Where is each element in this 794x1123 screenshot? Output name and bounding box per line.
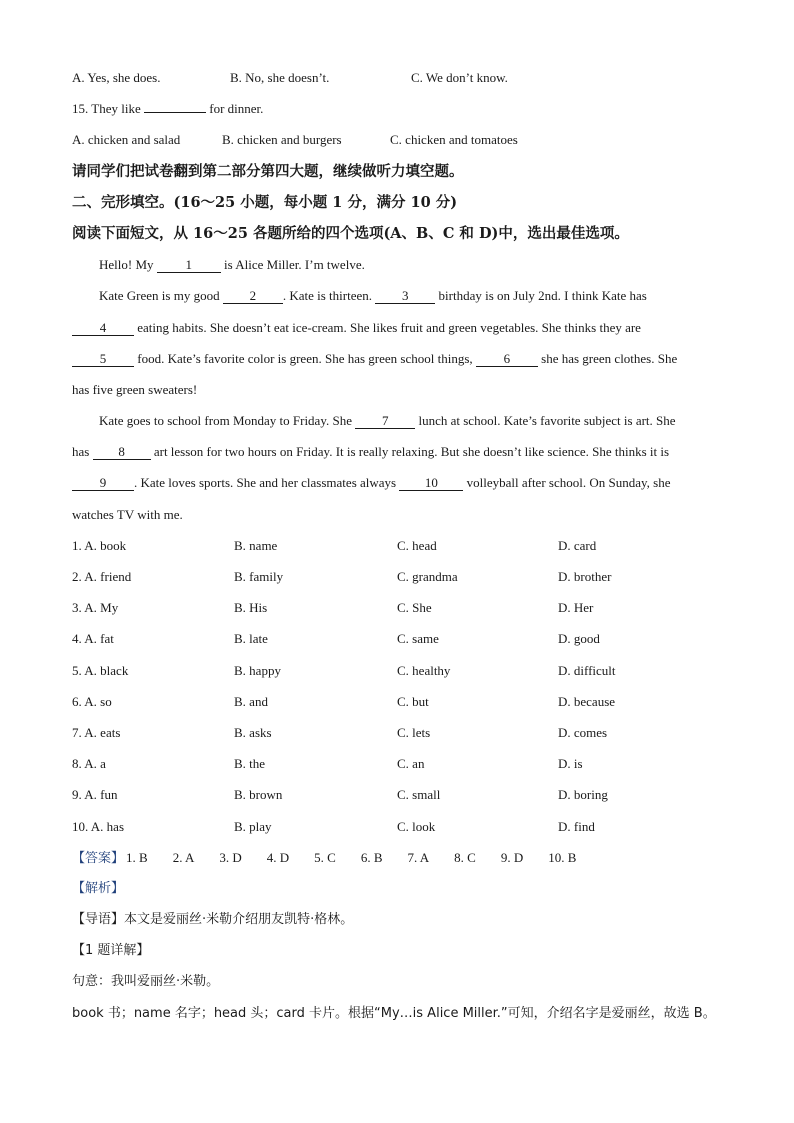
text: eating habits. She doesn’t eat ice-cream. She likes fruit and green vegetables. She thinks they are <box>137 319 641 335</box>
text: Kate Green is my good <box>99 288 220 304</box>
blank-2: 2 <box>223 289 283 304</box>
text: . Kate is thirteen. <box>282 288 373 304</box>
passage-para-2-line-3 <box>72 343 724 374</box>
option-row <box>72 686 724 717</box>
option: B. play <box>234 818 272 834</box>
q15-options <box>72 124 724 155</box>
answer-label: 【答案】 <box>72 850 125 866</box>
answer-item: 7. A <box>407 849 430 865</box>
option: 5. A. black <box>72 662 129 678</box>
passage-para-3-line-1 <box>72 405 724 436</box>
blank-5: 5 <box>72 352 134 367</box>
option-list <box>72 530 724 842</box>
listening-instruction: 请同学们把试卷翻到第二部分第四大题，继续做听力填空题。 <box>72 162 464 180</box>
option-row <box>72 811 724 842</box>
explanation: book 书；name 名字；head 头；card 卡片。根据“My…is Alice Miller.”可知，介绍名字是爱丽丝，故选 B。 <box>72 1005 716 1021</box>
option-row <box>72 592 724 623</box>
passage-para-2-line-4: has five green sweaters! <box>72 381 198 397</box>
q14-options <box>72 62 724 93</box>
option: 8. A. a <box>72 756 106 772</box>
option: B. asks <box>234 724 272 740</box>
option: C. head <box>397 537 437 553</box>
option: C. healthy <box>397 662 451 678</box>
option-row <box>72 530 724 561</box>
blank-6: 6 <box>476 352 538 367</box>
option-row <box>72 748 724 779</box>
exam-page <box>72 62 724 1029</box>
option: D. comes <box>558 724 608 740</box>
answer-blank <box>144 112 206 113</box>
option-row <box>72 623 724 654</box>
option: B. name <box>234 537 278 553</box>
passage-para-2-line-1 <box>72 280 724 311</box>
text: is Alice Miller. I’m twelve. <box>224 257 365 273</box>
option: 3. A. My <box>72 600 119 616</box>
q15-suffix: for dinner. <box>209 101 264 117</box>
option-row <box>72 655 724 686</box>
sentence-meaning: 句意：我叫爱丽丝·米勒。 <box>72 974 220 990</box>
option: 10. A. has <box>72 818 124 834</box>
answer-item: 5. C <box>314 849 336 865</box>
answer-item: 10. B <box>548 849 577 865</box>
text: has <box>72 444 90 460</box>
text: . Kate loves sports. She and her classmates always <box>134 475 397 491</box>
intro <box>72 904 724 935</box>
text: food. Kate’s favorite color is green. She has green school things, <box>137 350 473 366</box>
passage-para-1 <box>72 249 724 280</box>
option: A. chicken and salad <box>72 132 181 148</box>
option: D. brother <box>558 569 612 584</box>
option: B. happy <box>234 662 281 678</box>
text: Hello! My <box>99 257 154 273</box>
option: 2. A. friend <box>72 569 132 584</box>
intro-label: 【导语】 <box>72 912 125 928</box>
blank-3: 3 <box>375 289 435 304</box>
option: C. small <box>397 787 441 803</box>
text: birthday is on July 2nd. I think Kate has <box>438 288 647 304</box>
option: B. late <box>234 631 268 647</box>
option: B. His <box>234 600 268 616</box>
analysis-label: 【解析】 <box>72 880 125 896</box>
q15-question <box>72 93 724 124</box>
option: 1. A. book <box>72 537 127 553</box>
text: volleyball after school. On Sunday, she <box>466 475 671 491</box>
option: A. Yes, she does. <box>72 70 161 85</box>
blank-10: 10 <box>399 476 463 491</box>
text: Kate goes to school from Monday to Friday. She <box>99 413 352 429</box>
option: 6. A. so <box>72 693 112 709</box>
option-row <box>72 717 724 748</box>
option: B. brown <box>234 787 283 803</box>
option-row <box>72 561 724 592</box>
intro-text: 本文是爱丽丝·米勒介绍朋友凯特·格林。 <box>124 912 354 928</box>
blank-1: 1 <box>157 258 221 273</box>
blank-8: 8 <box>93 445 151 460</box>
option: 4. A. fat <box>72 631 114 647</box>
option: B. the <box>234 756 266 772</box>
option: D. boring <box>558 787 608 803</box>
text: art lesson for two hours on Friday. It is really relaxing. But she doesn’t like science. She thinks it is <box>153 444 670 460</box>
option: D. find <box>558 818 595 834</box>
option: C. She <box>397 600 432 616</box>
option: C. chicken and tomatoes <box>390 132 518 148</box>
blank-4: 4 <box>72 321 134 336</box>
option: 7. A. eats <box>72 724 121 740</box>
answer-item: 8. C <box>454 849 476 865</box>
answer-item: 4. D <box>266 849 290 865</box>
answer-item: 9. D <box>500 849 524 865</box>
option: C. grandma <box>397 569 458 584</box>
passage-para-3-line-2 <box>72 436 724 467</box>
answer-item: 3. D <box>219 849 242 865</box>
answer-item: 1. B <box>126 849 148 865</box>
text: she has green clothes. She <box>541 350 678 366</box>
option: D. Her <box>558 600 594 616</box>
option: B. and <box>234 693 268 709</box>
option: 9. A. fun <box>72 787 118 803</box>
passage-para-2-line-2 <box>72 312 724 343</box>
option: C. but <box>397 693 429 709</box>
option: B. chicken and burgers <box>222 132 342 148</box>
option: D. difficult <box>558 662 616 678</box>
q15-prefix: 15. They like <box>72 101 141 117</box>
answer-key <box>72 842 724 873</box>
detail-1-label: 【1 题详解】 <box>72 943 150 959</box>
option: C. We don’t know. <box>411 70 508 85</box>
option: D. because <box>558 693 616 709</box>
option: B. No, she doesn’t. <box>230 70 330 85</box>
option: C. an <box>397 756 425 772</box>
blank-7: 7 <box>355 414 415 429</box>
option: D. good <box>558 631 600 647</box>
section-title: 二、完形填空。(16～25 小题，每小题 1 分，满分 10 分) <box>72 193 458 211</box>
option: B. family <box>234 569 284 584</box>
option: D. is <box>558 756 583 772</box>
text: lunch at school. Kate’s favorite subject is art. She <box>418 413 676 429</box>
option: D. card <box>558 537 597 553</box>
answer-item: 2. A <box>172 849 195 865</box>
blank-9: 9 <box>72 476 134 491</box>
passage-para-3-line-4: watches TV with me. <box>72 506 183 522</box>
passage-para-3-line-3 <box>72 467 724 498</box>
option: C. lets <box>397 724 431 740</box>
option-row <box>72 779 724 810</box>
option: C. look <box>397 818 436 834</box>
option: C. same <box>397 631 439 647</box>
answer-item: 6. B <box>360 849 383 865</box>
section-instruction: 阅读下面短文，从 16～25 各题所给的四个选项(A、B、C 和 D)中，选出最佳选项。 <box>72 224 629 242</box>
